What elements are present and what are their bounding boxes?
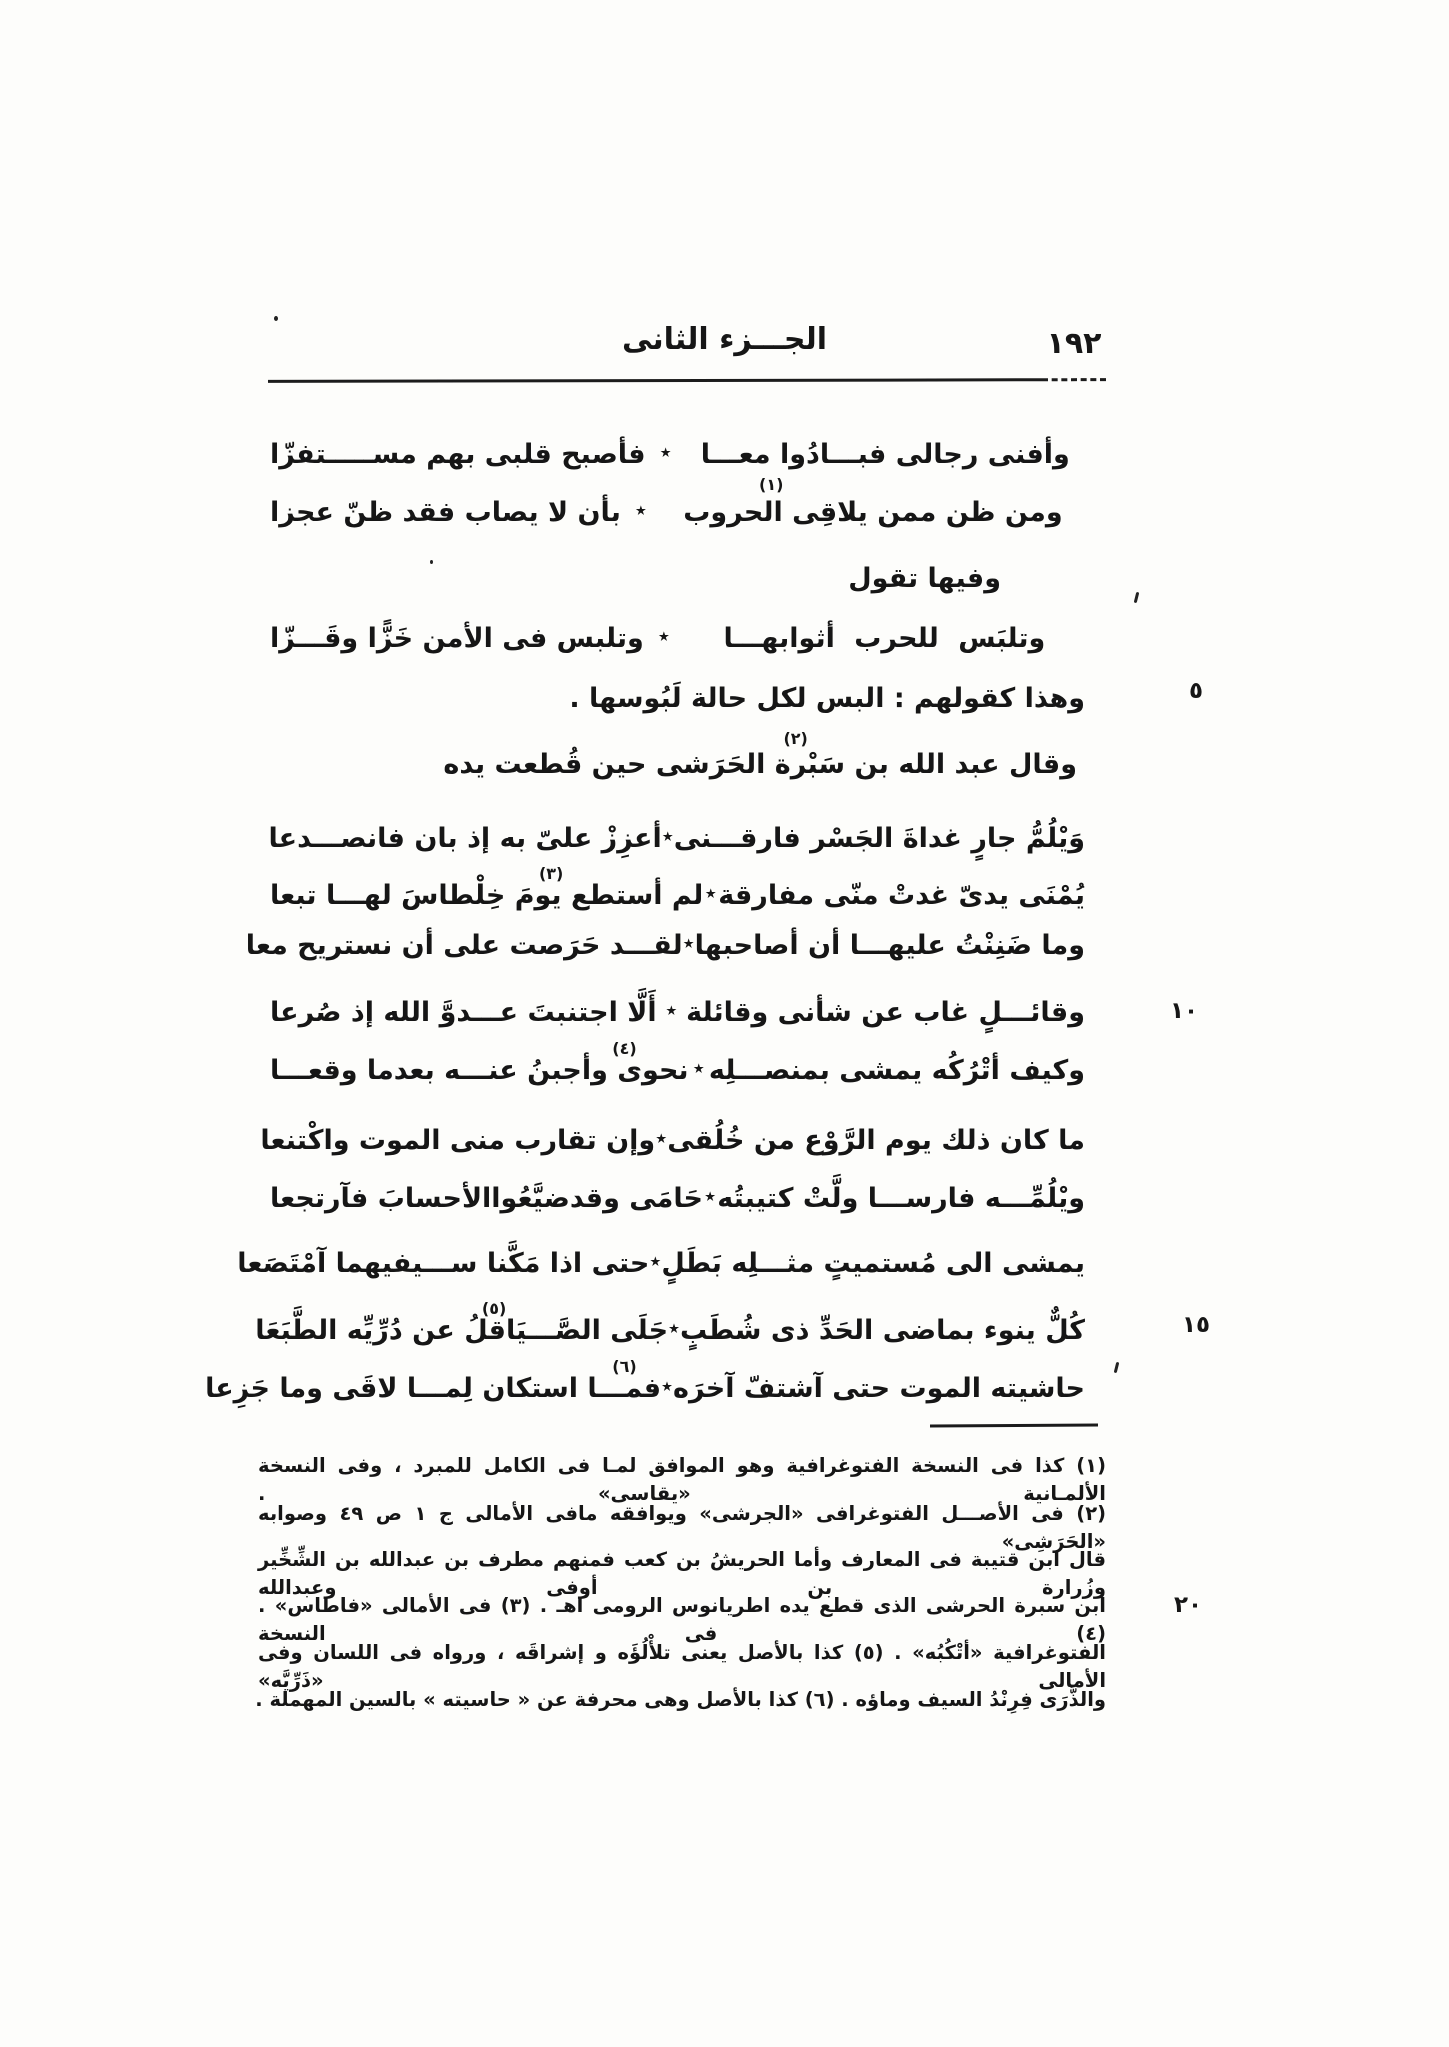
verse-separator-icon: ٭ <box>657 624 670 649</box>
verse-first-hemistich: وَيْلُمُّ جارٍ غداةَ الجَسْر فارقـــنى <box>673 823 1085 854</box>
verse-first-hemistich: كُلٌّ ينوء بماضى الحَدِّ ذى شُطَبٍ <box>680 1315 1085 1346</box>
footnote-marker: (٣) <box>538 864 564 883</box>
verse-separator-icon: ٭ <box>704 1184 717 1209</box>
margin-line-number-20: ٢٠ <box>1173 1592 1203 1618</box>
verse-line <box>255 1299 1085 1356</box>
header-rule-line <box>268 378 1042 383</box>
verse-line <box>270 816 1085 864</box>
footnote-marker: (٤) <box>612 1039 637 1058</box>
footnote-line: والذَّرَى فِرِنْدُ السيف وماؤه . (٦) كذا بالأصل وهى محرفة عن « حاسيته » بالسين المهملة . <box>255 1688 1106 1711</box>
verse-line <box>270 990 1085 1038</box>
verse-separator-icon: ٭ <box>682 931 695 956</box>
verse-second-hemistich: فمـــا استكان لِمـــا لاقَى وما جَزِعا <box>205 1373 662 1404</box>
ink-speck <box>1114 1362 1120 1373</box>
verse-first-hemistich: وما ضَنِنْتُ عليهـــا أن أصاحبها <box>694 930 1085 961</box>
section-title: الجـــزء الثانى <box>621 322 828 357</box>
verse-first-hemistich: ومن ظن ممن يلاقِى الحروب <box>683 497 1063 528</box>
verse-line <box>237 1241 1085 1289</box>
verse-first-hemistich: ويْلُمِّـــه فارســـا ولَّتْ كتيبتُه <box>717 1183 1085 1214</box>
page-number: ١٩٢ <box>1046 326 1102 361</box>
transition-text: وفيها تقول <box>848 563 1001 594</box>
ink-speck <box>274 316 278 321</box>
margin-line-number-5: ٥ <box>1188 678 1204 704</box>
verse-separator-icon: ٭ <box>649 1249 662 1274</box>
verse-line <box>270 475 1085 538</box>
verse-separator-icon: ٭ <box>659 440 672 465</box>
verse-separator-icon: ٭ <box>692 1056 705 1081</box>
verse-second-hemistich: نحوى وأجبنُ عنـــه بعدما وقعـــا <box>270 1055 689 1086</box>
verse-second-hemistich: أعزِزْ علىّ به إذ بان فانصـــدعا <box>268 823 662 854</box>
verse-second-hemistich: حتى اذا مَكَّنا ســـيفيهما آمْتَصَعا <box>237 1248 650 1279</box>
verse-separator-icon: ٭ <box>661 824 674 849</box>
verse-second-hemistich: وإن تقارب منى الموت واكْتنعا <box>260 1125 656 1156</box>
footnote-marker: (١) <box>759 475 784 494</box>
verse-separator-icon: ٭ <box>704 881 717 906</box>
footnote-line: الفتوغرافية «أتْكُبُه» . (٥) كذا بالأصل يعنى تلأْلُؤَه و إشراقَه ، ورواه فى اللسان وفى الأمالى «ذَرِّيَّه» <box>258 1641 1106 1692</box>
margin-line-number-15: ١٥ <box>1181 1312 1211 1338</box>
verse-line <box>270 864 1085 921</box>
verse-separator-icon: ٭ <box>655 1126 668 1151</box>
verse-first-hemistich: يمشى الى مُستميتٍ مثـــلِه بَطَلٍ <box>661 1248 1085 1279</box>
verse-separator-icon: ٭ <box>661 1374 674 1399</box>
verse-first-hemistich: ما كان ذلك يوم الرَّوْع من خُلُقى <box>667 1125 1085 1156</box>
verse-line <box>270 616 1085 664</box>
verse-first-hemistich: وقائـــلٍ غاب عن شأنى وقائلة <box>686 997 1085 1028</box>
verse-separator-icon: ٭ <box>634 498 647 523</box>
verse-first-hemistich: وكيف أتْرُكُه يمشى بمنصـــلِه <box>708 1055 1085 1086</box>
header-rule-dashes <box>1042 378 1106 381</box>
header-rule <box>268 378 1106 383</box>
verse-first-hemistich: حاشيته الموت حتى آشتفّ آخرَه <box>673 1373 1085 1404</box>
verse-first-hemistich: وأفنى رجالى فبـــادُوا معـــا <box>700 439 1070 470</box>
footnote-marker: (٦) <box>612 1357 637 1376</box>
margin-line-number-10: ١٠ <box>1169 998 1199 1024</box>
verse-separator-icon: ٭ <box>665 998 678 1023</box>
poet-intro-text: وقال عبد الله بن سَبْرة الحَرَشى حين قُطعت يده <box>443 749 1077 780</box>
verse-first-hemistich: وتلبَس للحرب أثوابهـــا <box>723 623 1046 654</box>
verse-second-hemistich: جَلَى الصَّـــيَاقلُ عن دُرِّيِّه الطَّبَعَا <box>255 1315 669 1346</box>
transition-line <box>270 556 1085 602</box>
verse-second-hemistich: بأن لا يصاب فقد ظنّ عجزا <box>270 497 621 528</box>
verse-second-hemistich: أَلَّا اجتنبتَ عـــدوَّ الله إذ صُرعا <box>270 997 657 1028</box>
ink-speck <box>1134 592 1140 603</box>
verse-second-hemistich: وتلبس فى الأمن خَزًّا وقَـــزّا <box>270 623 644 654</box>
verse-line <box>245 923 1085 971</box>
prose-line: وهذا كقولهم : البس لكل حالة لَبُوسها . <box>569 683 1085 714</box>
footnote-marker: (٢) <box>783 729 808 748</box>
verse-line <box>205 1357 1085 1414</box>
footnote-line: ابن سبرة الحرشى الذى قطع يده اطريانوس الرومى اهـ . (٣) فى الأمالى «فاطاس» . (٤) فى النسخة <box>258 1594 1106 1645</box>
poet-intro-line <box>270 729 1085 788</box>
verse-second-hemistich: لم أستطع يومَ خِلْطاسَ لهـــا تبعا <box>270 880 704 911</box>
footnote-separator <box>930 1424 1098 1428</box>
verse-line <box>270 1176 1085 1224</box>
verse-line <box>270 432 1085 480</box>
verse-separator-icon: ٭ <box>668 1316 681 1341</box>
verse-line <box>260 1118 1085 1166</box>
footnote-line: (٢) فى الأصـــل الفتوغرافى «الجرشى» ويوافقه مافى الأمالى ج ١ ص ٤٩ وصوابه «الحَرَشِى» <box>258 1502 1107 1553</box>
verse-first-hemistich: يُمْنَى يدىّ غدتْ منّى مفارقة <box>718 880 1085 911</box>
footnote-line: (١) كذا فى النسخة الفتوغرافية وهو الموافق لمـا فى الكامل للمبرد ، وفى النسخة الألمـانية «يقاسى» . <box>258 1454 1106 1505</box>
footnote-line: قال ابن قتيبة فى المعارف وأما الحريشُ بن كعب فمنهم مطرف بن عبدالله بن الشِّخِّير وزُرارة بن أوفى وعبدالله <box>258 1548 1106 1599</box>
verse-second-hemistich: فأصبح قلبى بهم مســـــتفزّا <box>270 439 646 470</box>
footnote-marker: (٥) <box>481 1299 507 1318</box>
verse-second-hemistich: لقـــد حَرَصت على أن نستريح معا <box>245 930 683 961</box>
verse-second-hemistich: حَامَى وقدضيَّعُواالأحسابَ فآرتجعا <box>270 1183 703 1214</box>
verse-line <box>270 1039 1085 1096</box>
